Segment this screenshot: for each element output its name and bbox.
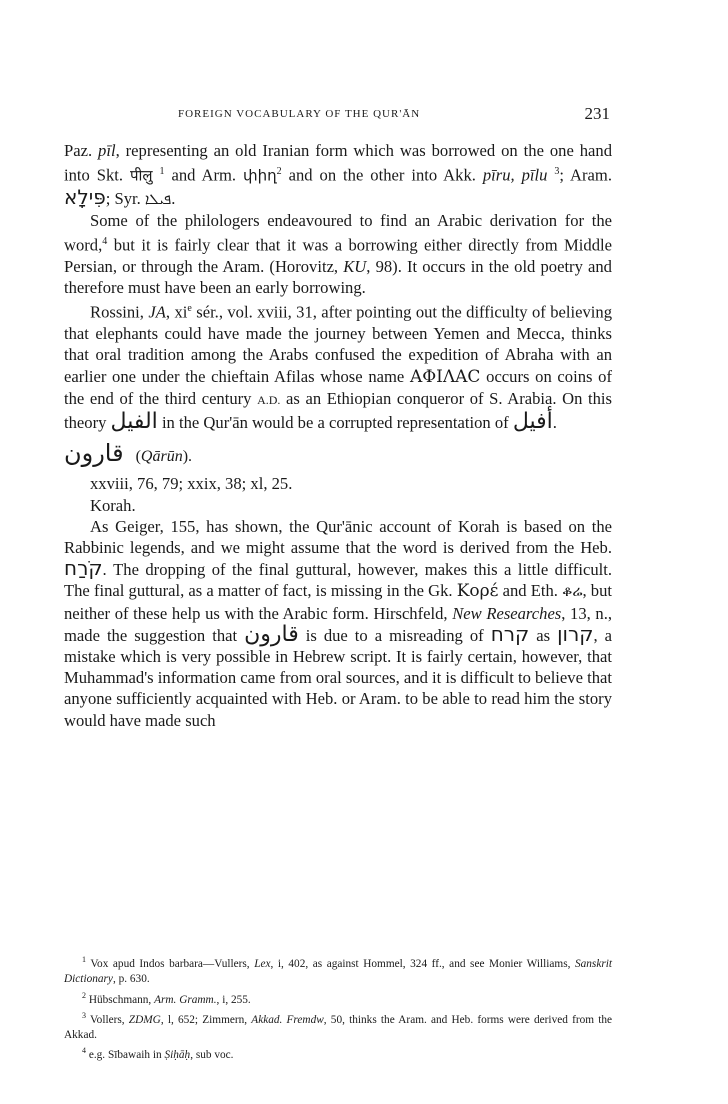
footnote-ref-3: 3 — [554, 166, 560, 178]
entry-heading-qarun: قارون (Qārūn). — [64, 439, 193, 468]
paragraph-pil-etymology: Paz. pīl, representing an old Iranian form which was borrowed on the one hand into Skt. पीलु $^1$ and Arm. փիղ$^2$ and on the other into Akk. pīru, pīlu $^3$; Aram. פִּילָא; Syr. ܦܝܠܐ. — [64, 141, 613, 209]
hebrew-qrwn: קרון — [557, 621, 594, 646]
syriac-word: ܦܝܠܐ — [144, 189, 172, 208]
greek-kore: Κορέ — [456, 581, 499, 602]
entry-gloss: Korah. — [90, 495, 136, 515]
footnotes — [64, 952, 612, 1064]
sanskrit-word: पीलु — [130, 166, 153, 185]
footnote-ref-4: 4 — [102, 236, 108, 248]
arabic-qarun-inline: قارون — [244, 621, 299, 647]
paragraph-philologers: Some of the philologers endeavoured to find an Arabic derivation for the word,$^4$ but it is fairly clear that it was a borrowing either directly from Middle Persian, or through the Aram. (Horovitz, KU, 98). It occurs in the old poetry and therefore must have been an early borrowing. — [64, 211, 612, 298]
greek-coin-name: ΑΦΙΛΑϹ — [409, 366, 481, 387]
arabic-afil: أفيل — [512, 409, 553, 435]
running-title: FOREIGN VOCABULARY OF THE QUR'ĀN — [178, 108, 421, 120]
footnote-3: $^3$ Vollers, ZDMG, l, 652; Zimmern, Akkad. Fremdw, 50, thinks the Aram. and Heb. forms were derived from the Akkad. — [64, 1010, 613, 1041]
footnote-1: $^1$ Vox apud Indos barbara—Vullers, Lex, i, 402, as against Hommel, 324 ff., and see Monier Williams, Sanskrit Dictionary, p. 630. — [64, 955, 613, 986]
armenian-word: փիղ — [243, 166, 277, 185]
hebrew-qorah: קֹרַח — [64, 556, 103, 581]
entry-transliteration: Qārūn — [140, 448, 183, 466]
arabic-al-fil: الفيل — [110, 409, 158, 435]
paragraph-geiger: As Geiger, 155, has shown, the Qur'ānic account of Korah is based on the Rabbinic legends, and we might assume that the word is derived from the Heb. קֹרַח. The dropping of the final guttural, however, makes this a little difficult. The final guttural, as a matter of fact, is missing in the Gk. Κορέ and Eth. ቆሬ, but neither of these help us with the Arabic form. Hirschfeld, New Researches, 13, n., made the suggestion that قارون is due to a misreading of קרח as קרון, a mistake which is very possible in Hebrew script. It is fairly certain, however, that Muhammad's information came from oral sources, and it is difficult to believe that anyone sufficiently acquainted with Heb. or Aram. to be able to read him the story would have made such — [64, 516, 613, 730]
running-header — [96, 104, 610, 128]
footnote-ref-1: 1 — [159, 166, 165, 178]
ethiopic-word: ቆሬ — [562, 582, 583, 601]
footnote-ref-2: 2 — [276, 166, 282, 178]
page-number: 231 — [584, 104, 610, 123]
aramaic-word: פִּילָא — [64, 184, 106, 209]
main-text — [64, 140, 612, 731]
entry-arabic-word: قارون — [64, 439, 124, 468]
footnote-2: $^2$ Hübschmann, Arm. Gramm., i, 255. — [82, 990, 251, 1006]
footnote-4: $^4$ e.g. Sībawaih in Ṣiḥāḥ, sub voc. — [82, 1046, 234, 1062]
hebrew-qrh: קרח — [490, 621, 530, 646]
paragraph-rossini: Rossini, JA, $xi^e$ sér., vol. xviii, 31, after pointing out the difficulty of believing that elephants could have made the journey between Yemen and Mecca, thinks that oral tradition among the Arabs confused the expedition of Abraha with an earlier one under the chieftain Afilas whose name ΑΦΙΛΑϹ occurs on coins of the end of the third century A.D. as an Ethiopian conqueror of S. Arabia. On this theory الفيل in the Qur'ān would be a corrupted representation of أفيل. — [64, 303, 612, 435]
entry-references: xxviii, 76, 79; xxix, 38; xl, 25. — [90, 474, 293, 494]
